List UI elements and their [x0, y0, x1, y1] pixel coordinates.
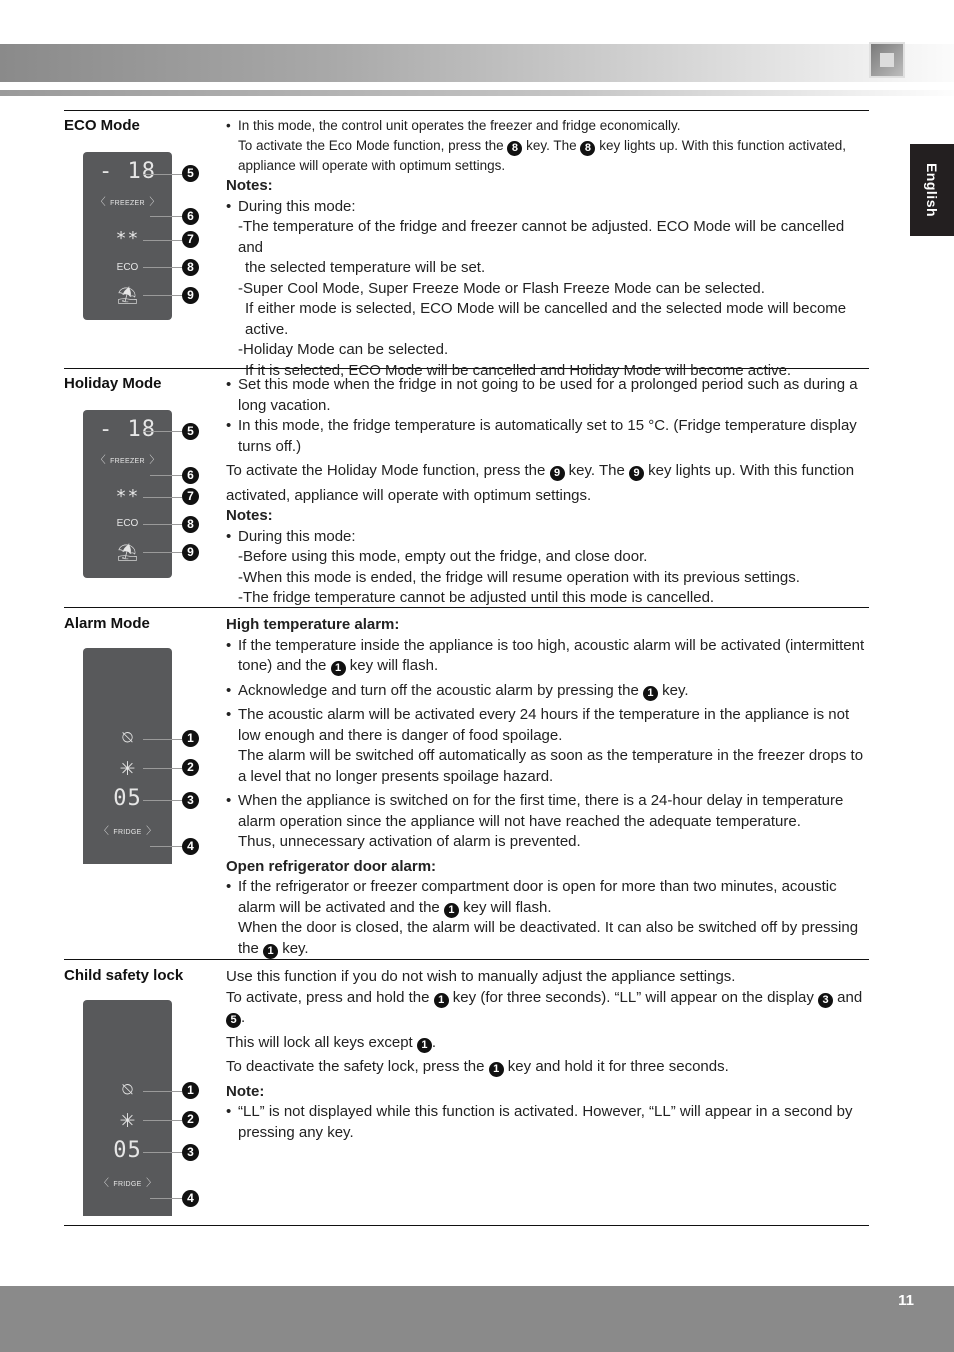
- header-thin-bar: [0, 90, 954, 96]
- paragraph: To deactivate the safety lock, press the 1 key and hold it for three seconds.: [226, 1058, 729, 1075]
- key-number-icon: 3: [818, 993, 833, 1008]
- paragraph: active.: [245, 320, 289, 338]
- paragraph: -Before using this mode, empty out the fridge, and close door.: [238, 548, 648, 565]
- callout-line: [143, 552, 182, 553]
- callout-line: [143, 1091, 182, 1092]
- callout-line: [143, 739, 182, 740]
- callout-line: [143, 1120, 182, 1121]
- paragraph: long vacation.: [238, 396, 331, 414]
- key-number-icon: 1: [331, 661, 346, 676]
- paragraph: the selected temperature will be set.: [245, 259, 486, 276]
- paragraph: • In this mode, the fridge temperature is automatically set to 15 °C. (Fridge temperature display: [226, 416, 871, 437]
- footer-bar: [0, 1286, 954, 1352]
- chevron-left-icon: 〈: [98, 1178, 109, 1189]
- temperature-display: - 18: [99, 159, 156, 184]
- chevron-left-icon: 〈: [98, 826, 109, 837]
- callout-line: [150, 475, 182, 476]
- divider: [64, 1225, 869, 1226]
- key-number-icon: 1: [489, 1062, 504, 1077]
- callout-line: [150, 1198, 182, 1199]
- temperature-display: 05: [113, 1138, 142, 1163]
- divider: [64, 959, 869, 960]
- callout-number: 4: [182, 1190, 199, 1207]
- paragraph: • When the appliance is switched on for the first time, there is a 24-hour delay in temperature: [226, 791, 871, 812]
- paragraph: • The acoustic alarm will be activated every 24 hours if the temperature in the appliance is not: [226, 705, 871, 726]
- callout-number: 1: [182, 1082, 199, 1099]
- paragraph: • In this mode, the control unit operates the freezer and fridge economically.: [226, 116, 871, 136]
- divider: [64, 110, 869, 111]
- freezer-zone-selector: [83, 192, 172, 210]
- chevron-right-icon: 〉: [149, 455, 160, 466]
- callout-line: [143, 768, 182, 769]
- zone-label: FRIDGE: [113, 829, 142, 836]
- paragraph: If it is selected, ECO Mode will be cancelled and Holiday Mode will become active.: [245, 361, 792, 379]
- chevron-left-icon: 〈: [95, 455, 106, 466]
- paragraph: -The fridge temperature cannot be adjusted until this mode is cancelled.: [238, 589, 715, 606]
- holiday-content: [226, 375, 871, 609]
- paragraph: This will lock all keys except 1 .: [226, 1033, 437, 1051]
- callout-number: 8: [182, 516, 199, 533]
- control-panel-alarm: [83, 648, 172, 864]
- zone-label: FRIDGE: [113, 1181, 142, 1188]
- paragraph: • Set this mode when the fridge in not going to be used for a prolonged period such as during a: [226, 375, 871, 396]
- eco-content: [226, 116, 871, 381]
- callout-line: [143, 431, 182, 432]
- header-gradient-bar: [0, 44, 954, 82]
- holiday-icon: ⛱: [116, 543, 139, 562]
- section-title-child-lock: Child safety lock: [64, 967, 184, 984]
- paragraph: When the door is closed, the alarm will be deactivated. It can also be switched off by pressing: [238, 919, 859, 936]
- callout-number: 7: [182, 488, 199, 505]
- temperature-display: 05: [113, 786, 142, 811]
- holiday-icon: ⛱: [116, 286, 139, 305]
- key-number-icon: 9: [629, 466, 644, 481]
- paragraph: the 1 key.: [238, 939, 309, 957]
- paragraph: a level that no longer presents spoilage hazard.: [238, 767, 554, 785]
- super-cool-icon: ✳: [119, 759, 136, 780]
- chevron-right-icon: 〉: [146, 1178, 157, 1189]
- section-title-alarm: Alarm Mode: [64, 615, 150, 632]
- subheading: High temperature alarm:: [226, 616, 400, 633]
- paragraph: turns off.): [238, 437, 302, 455]
- paragraph: alarm will be activated and the 1 key will flash.: [238, 898, 552, 916]
- callout-number: 7: [182, 231, 199, 248]
- callout-line: [143, 174, 182, 175]
- eco-key-label: ECO: [116, 262, 139, 273]
- fridge-zone-selector: [83, 821, 172, 839]
- paragraph: • If the temperature inside the appliance is too high, acoustic alarm will be activated (intermittent: [226, 636, 871, 657]
- callout-number: 3: [182, 792, 199, 809]
- chevron-right-icon: 〉: [146, 826, 157, 837]
- chevron-right-icon: 〉: [149, 197, 160, 208]
- paragraph: activated, appliance will operate with optimum settings.: [226, 486, 592, 504]
- callout-number: 9: [182, 287, 199, 304]
- fridge-zone-selector: [83, 1173, 172, 1191]
- notes-heading: Notes:: [226, 507, 273, 524]
- callout-line: [143, 240, 182, 241]
- note-heading: Note:: [226, 1082, 265, 1100]
- paragraph: To activate the Eco Mode function, press the 8 key. The 8 key lights up. With this function activated,: [238, 138, 847, 154]
- paragraph: The alarm will be switched off automatically as soon as the temperature in the freezer drops to: [238, 747, 864, 764]
- paragraph: 5 .: [226, 1008, 871, 1029]
- paragraph: -The temperature of the fridge and freezer cannot be adjusted. ECO Mode will be cancelled and: [238, 218, 845, 256]
- callout-number: 9: [182, 544, 199, 561]
- callout-line: [150, 846, 182, 847]
- zone-label: FREEZER: [110, 200, 145, 207]
- key-number-icon: 1: [444, 903, 459, 918]
- paragraph: • “LL” is not displayed while this function is activated. However, “LL” will appear in a second by: [226, 1102, 871, 1123]
- alarm-content: [226, 615, 871, 959]
- callout-number: 2: [182, 759, 199, 776]
- key-number-icon: 9: [550, 466, 565, 481]
- key-number-icon: 1: [643, 686, 658, 701]
- callout-number: 4: [182, 838, 199, 855]
- freezer-zone-selector: [83, 450, 172, 468]
- callout-line: [143, 497, 182, 498]
- paragraph: To activate the Holiday Mode function, press the 9 key. The 9 key lights up. With this function: [226, 462, 855, 479]
- key-number-icon: 1: [263, 944, 278, 959]
- paragraph: alarm operation since the appliance will not have reached the adequate temperature.: [238, 812, 801, 830]
- paragraph: • Acknowledge and turn off the acoustic alarm by pressing the 1 key.: [226, 681, 871, 702]
- alarm-off-icon: ⍉: [122, 728, 133, 747]
- paragraph: To activate, press and hold the 1 key (for three seconds). “LL” will appear on the display 3 and: [226, 988, 863, 1006]
- paragraph: pressing any key.: [238, 1123, 354, 1141]
- notes-heading: Notes:: [226, 177, 273, 194]
- paragraph: low enough and there is danger of food spoilage.: [238, 726, 563, 744]
- eco-key-label: ECO: [116, 518, 139, 529]
- callout-line: [143, 800, 182, 801]
- paragraph: • During this mode:: [226, 197, 871, 218]
- paragraph: • During this mode:: [226, 527, 871, 548]
- page-number: 11: [898, 1292, 914, 1309]
- super-freeze-icon: **: [115, 486, 140, 507]
- callout-line: [143, 1152, 182, 1153]
- callout-line: [143, 295, 182, 296]
- key-number-icon: 1: [434, 993, 449, 1008]
- callout-number: 1: [182, 730, 199, 747]
- subheading: Open refrigerator door alarm:: [226, 857, 437, 875]
- callout-line: [150, 216, 182, 217]
- super-freeze-icon: **: [115, 228, 140, 249]
- key-number-icon: 1: [417, 1038, 432, 1053]
- section-title-eco: ECO Mode: [64, 117, 140, 134]
- paragraph: Use this function if you do not wish to manually adjust the appliance settings.: [226, 968, 736, 985]
- temperature-display: - 18: [99, 417, 156, 442]
- callout-line: [143, 524, 182, 525]
- paragraph: If either mode is selected, ECO Mode will be cancelled and the selected mode will become: [245, 300, 847, 317]
- paragraph: -Super Cool Mode, Super Freeze Mode or Flash Freeze Mode can be selected.: [238, 279, 765, 297]
- callout-line: [143, 267, 182, 268]
- chevron-left-icon: 〈: [95, 197, 106, 208]
- paragraph: tone) and the 1 key will flash.: [238, 657, 439, 674]
- callout-number: 5: [182, 423, 199, 440]
- super-cool-icon: ✳: [119, 1111, 136, 1132]
- paragraph: appliance will operate with optimum settings.: [238, 158, 506, 173]
- paragraph: -When this mode is ended, the fridge will resume operation with its previous settings.: [238, 568, 800, 586]
- paragraph: • If the refrigerator or freezer compartment door is open for more than two minutes, acoustic: [226, 877, 871, 898]
- language-tab-label: English: [924, 162, 940, 218]
- callout-number: 2: [182, 1111, 199, 1128]
- language-tab: [910, 144, 954, 236]
- zone-label: FREEZER: [110, 458, 145, 465]
- callout-number: 8: [182, 259, 199, 276]
- section-title-holiday: Holiday Mode: [64, 375, 162, 392]
- paragraph: -Holiday Mode can be selected.: [238, 341, 449, 358]
- callout-number: 3: [182, 1144, 199, 1161]
- paragraph: Thus, unnecessary activation of alarm is prevented.: [238, 833, 581, 850]
- key-number-icon: 8: [580, 141, 595, 156]
- callout-number: 5: [182, 165, 199, 182]
- callout-number: 6: [182, 208, 199, 225]
- alarm-off-icon: ⍉: [122, 1080, 133, 1099]
- child-lock-content: [226, 967, 871, 1143]
- key-number-icon: 5: [226, 1013, 241, 1028]
- header-square-icon: [869, 42, 905, 78]
- key-number-icon: 8: [507, 141, 522, 156]
- control-panel-child-lock: [83, 1000, 172, 1216]
- callout-number: 6: [182, 467, 199, 484]
